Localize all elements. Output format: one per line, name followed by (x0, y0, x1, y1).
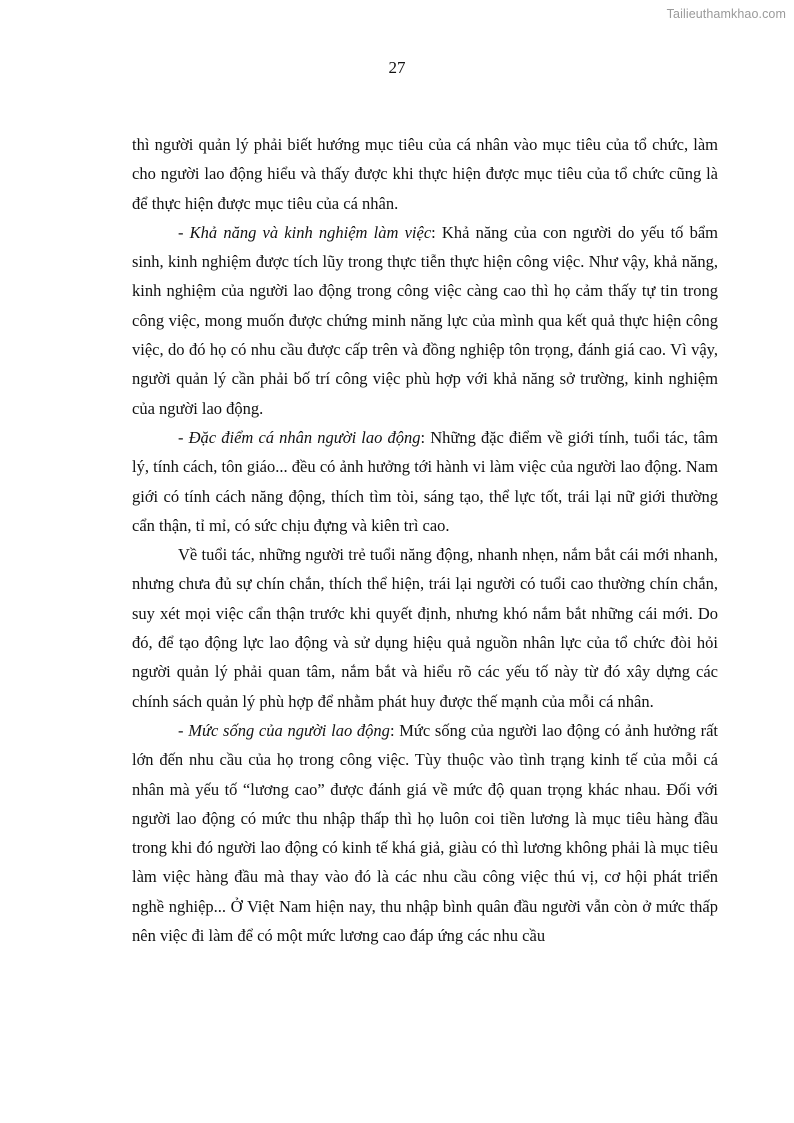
watermark: Tailieuthamkhao.com (666, 7, 786, 21)
paragraph-text: thì người quản lý phải biết hướng mục tiêu của cá nhân vào mục tiêu của tổ chức, làm cho người lao động hiểu và thấy được khi thực hiện được mục tiêu của tổ chức cũng là để thực hiện được mục tiêu của cá nhân. (132, 135, 718, 213)
paragraph-text: Về tuổi tác, những người trẻ tuổi năng động, nhanh nhẹn, nắm bắt cái mới nhanh, nhưng chưa đủ sự chín chắn, thích thể hiện, trái lại người có tuổi cao thường chín chắn, suy xét mọi việc cẩn thận trước khi quyết định, nhưng khó nắm bắt những cái mới. Do đó, để tạo động lực lao động và sử dụng hiệu quả nguồn nhân lực của tổ chức đòi hỏi người quản lý phải quan tâm, nắm bắt và hiểu rõ các yếu tố này từ đó xây dựng các chính sách quản lý phù hợp để nhằm phát huy được thế mạnh của mỗi cá nhân. (132, 545, 718, 711)
paragraph-text: : Mức sống của người lao động có ảnh hưởng rất lớn đến nhu cầu của họ trong công việc. Tùy thuộc vào tình trạng kinh tế của mỗi cá nhân mà yếu tố “lương cao” được đánh giá về mức độ quan trọng khác nhau. Đối với người lao động có mức thu nhập thấp thì họ luôn coi tiền lương là mục tiêu hàng đầu trong khi đó người lao động có kinh tế khá giả, giàu có thì lương không phải là mục tiêu làm việc hàng đầu mà thay vào đó là các nhu cầu công việc thú vị, cơ hội phát triển nghề nghiệp... Ở Việt Nam hiện nay, thu nhập bình quân đầu người vẫn còn ở mức thấp nên việc đi làm để có một mức lương cao đáp ứng các nhu cầu (132, 720, 718, 946)
body-text (132, 130, 718, 950)
paragraph-heading: - Đặc điểm cá nhân người lao động (178, 427, 421, 447)
paragraph-heading: - Mức sống của người lao động (178, 720, 390, 740)
paragraph-continuation (132, 130, 718, 218)
paragraph-text: : Những đặc điểm về giới tính, tuổi tác, tâm lý, tính cách, tôn giáo... đều có ảnh hưởng tới hành vi làm việc của người lao động. Nam giới có tính cách năng động, thích tìm tòi, sáng tạo, thể lực tốt, trái lại nữ giới thường cẩn thận, tỉ mỉ, có sức chịu đựng và kiên trì cao. (132, 427, 719, 535)
paragraph-living-standard (132, 716, 718, 950)
paragraph-age (132, 540, 718, 716)
paragraph-personal-traits (132, 423, 718, 540)
paragraph-ability-experience (132, 218, 718, 423)
paragraph-heading: - Khả năng và kinh nghiệm làm việc (178, 222, 432, 242)
page-number: 27 (388, 58, 406, 77)
paragraph-text: : Khả năng của con người do yếu tố bẩm sinh, kinh nghiệm được tích lũy trong thực tiễn thực hiện công việc. Như vậy, khả năng, kinh nghiệm của người lao động trong công việc càng cao thì họ cảm thấy tự tin trong công việc, mong muốn được chứng minh năng lực của mình qua kết quả thực hiện công việc, do đó họ có nhu cầu được cấp trên và đồng nghiệp tôn trọng, đánh giá cao. Vì vậy, người quản lý cần phải bố trí công việc phù hợp với khả năng sở trường, kinh nghiệm của người lao động. (132, 222, 719, 418)
